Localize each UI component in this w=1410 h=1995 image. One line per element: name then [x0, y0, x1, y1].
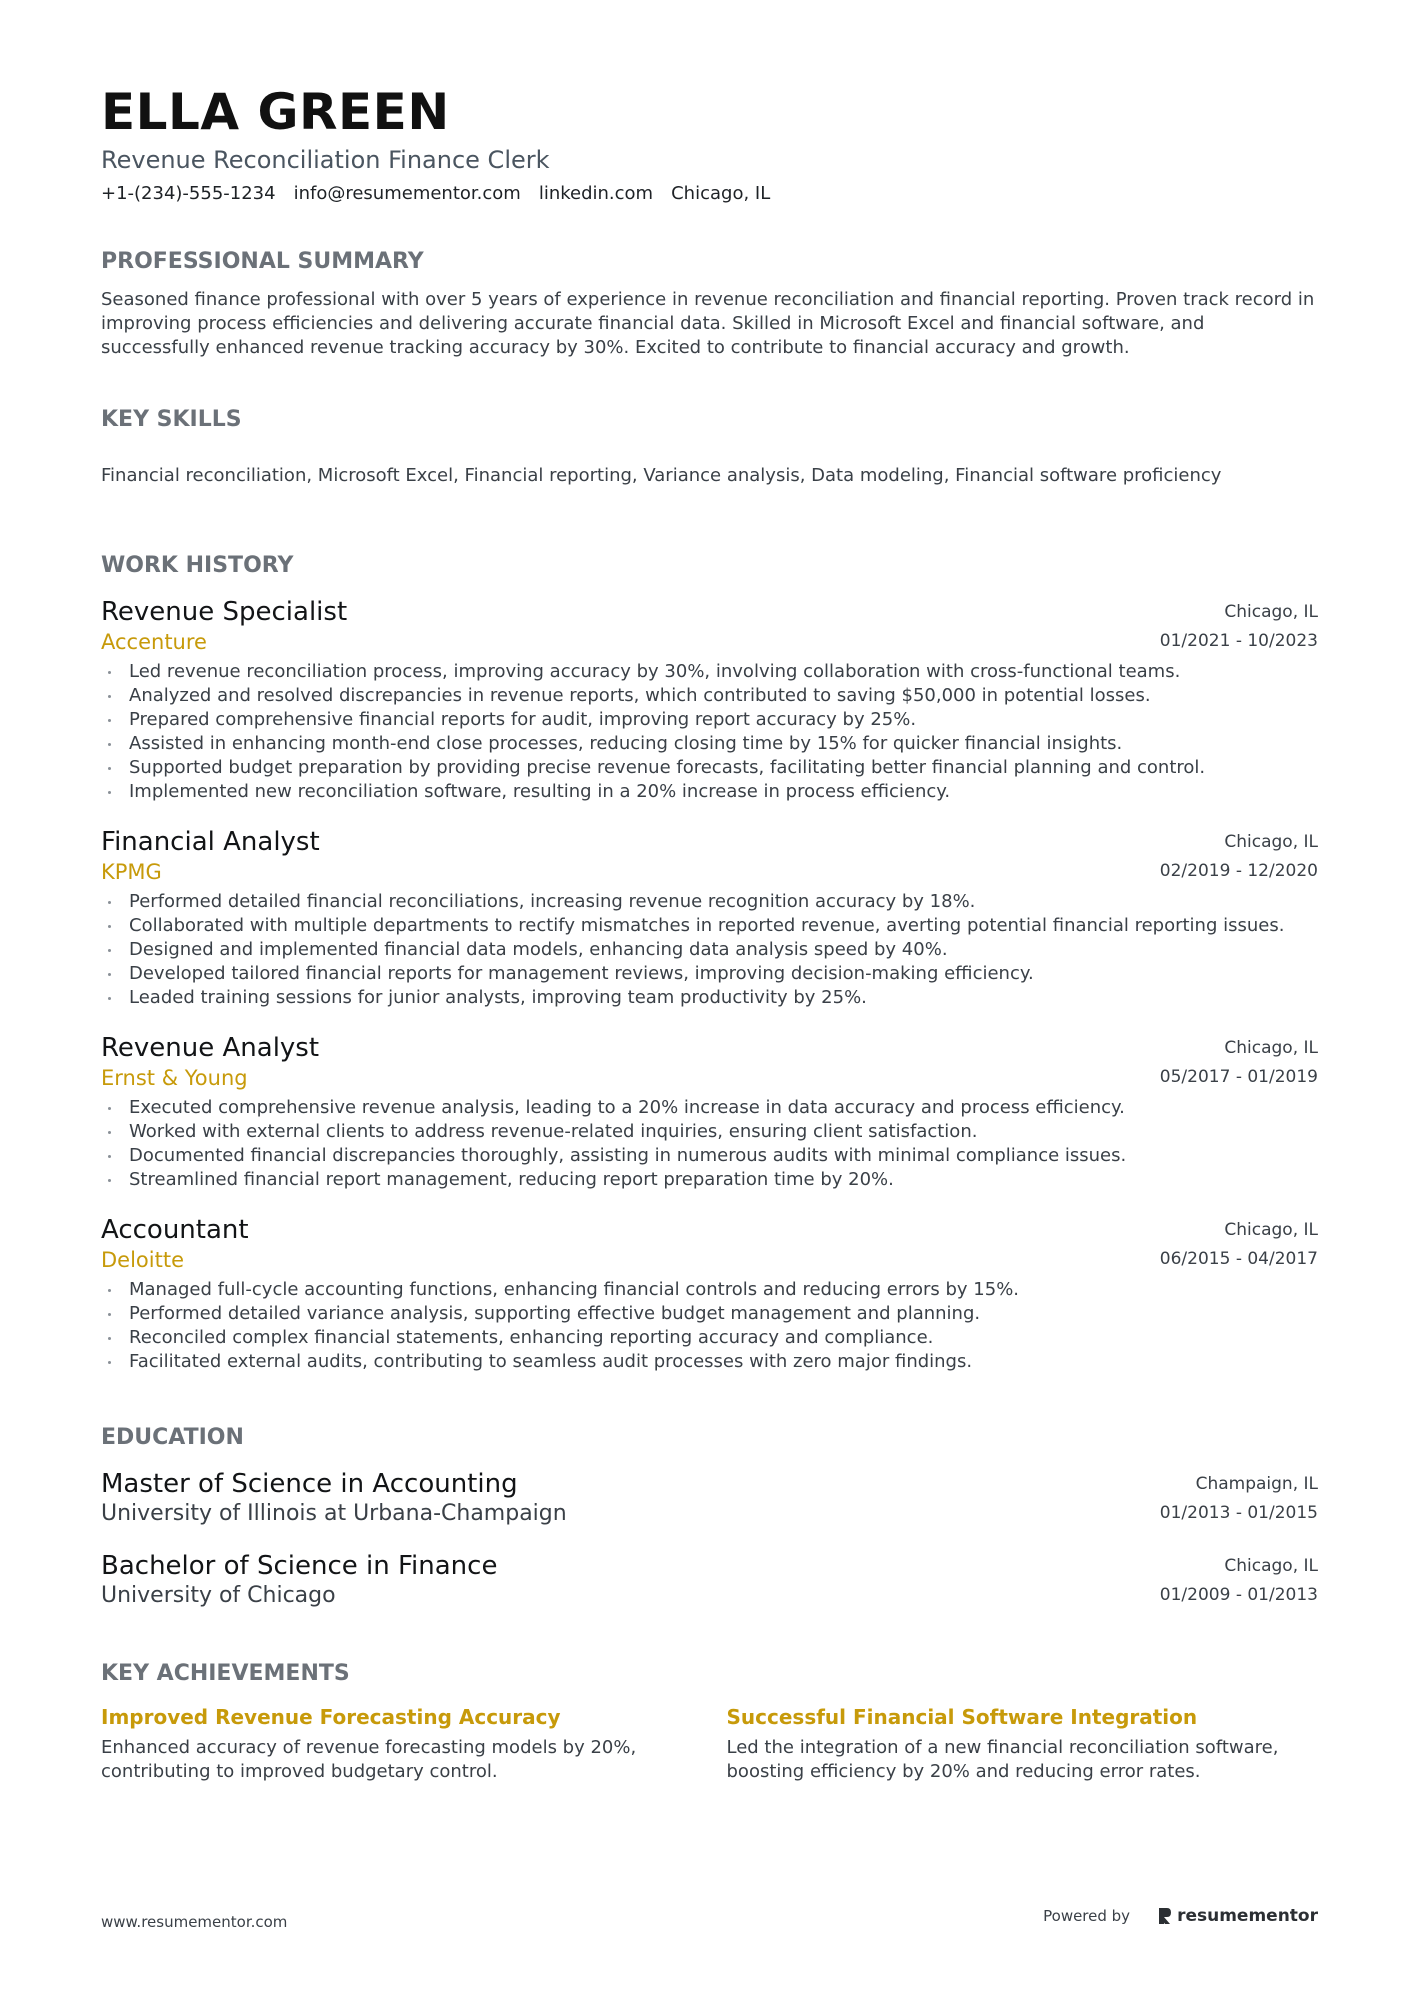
job-company: KPMG	[101, 860, 162, 884]
resume-content	[101, 82, 1318, 1784]
job-bullet: Streamlined financial report management, reducing report preparation time by 20%.	[101, 1168, 1318, 1192]
brand-name: resumementor	[1177, 1906, 1318, 1926]
education-entry	[101, 1468, 1318, 1528]
professional-summary-section	[101, 248, 1318, 360]
section-title: KEY SKILLS	[101, 407, 242, 432]
job-bullet: Worked with external clients to address revenue-related inquiries, ensuring client satisfaction.	[101, 1120, 1318, 1144]
job-title: Revenue Specialist	[101, 597, 348, 627]
job-location: Chicago, IL	[1224, 602, 1318, 622]
job-dates: 01/2021 - 10/2023	[1159, 631, 1318, 651]
job-location: Chicago, IL	[1224, 1038, 1318, 1058]
section-title: WORK HISTORY	[101, 553, 294, 578]
job-bullets	[101, 890, 1318, 1010]
degree-title: Bachelor of Science in Finance	[101, 1551, 498, 1581]
job-bullet: Documented financial discrepancies thoroughly, assisting in numerous audits with minimal compliance issues.	[101, 1144, 1318, 1168]
candidate-name: ELLA GREEN	[101, 83, 450, 141]
job-location: Chicago, IL	[1224, 832, 1318, 852]
contact-line	[101, 182, 1318, 206]
job-bullets	[101, 660, 1318, 804]
job-bullet: Prepared comprehensive financial reports for audit, improving report accuracy by 25%.	[101, 708, 1318, 732]
job-entry	[101, 1032, 1318, 1192]
degree-title: Master of Science in Accounting	[101, 1469, 518, 1499]
contact-linkedin: linkedin.com	[538, 183, 654, 204]
job-dates: 02/2019 - 12/2020	[1159, 861, 1318, 881]
skills-text: Financial reconciliation, Microsoft Excel, Financial reporting, Variance analysis, Data modeling, Financial software proficiency	[101, 465, 1222, 486]
job-bullet: Performed detailed variance analysis, supporting effective budget management and planning.	[101, 1302, 1318, 1326]
job-bullet: Implemented new reconciliation software, resulting in a 20% increase in process efficiency.	[101, 780, 1318, 804]
section-title: KEY ACHIEVEMENTS	[101, 1661, 350, 1686]
job-dates: 06/2015 - 04/2017	[1159, 1249, 1318, 1269]
achievement-text: Enhanced accuracy of revenue forecasting models by 20%, contributing to improved budgetary control.	[101, 1737, 637, 1782]
powered-by-label: Powered by	[1043, 1907, 1131, 1925]
education-entry	[101, 1550, 1318, 1610]
job-bullet: Executed comprehensive revenue analysis, leading to a 20% increase in data accuracy and process efficiency.	[101, 1096, 1318, 1120]
footer-branding	[1043, 1906, 1318, 1926]
brand-logo[interactable]	[1158, 1906, 1318, 1926]
resume-header	[101, 82, 1318, 206]
summary-text: Seasoned finance professional with over 5 years of experience in revenue reconciliation and financial reporting. Proven track record in improving process efficiencies and delivering accurate financial data. Skilled in Microsoft Excel and financial software, and successfully enhanced revenue tracking accuracy by 30%. Excited to contribute to financial accuracy and growth.	[101, 289, 1315, 358]
work-history-section	[101, 552, 1318, 1374]
job-bullets	[101, 1096, 1318, 1192]
job-entry	[101, 596, 1318, 804]
job-title: Revenue Analyst	[101, 1033, 320, 1063]
job-bullet: Developed tailored financial reports for management reviews, improving decision-making efficiency.	[101, 962, 1318, 986]
job-bullet: Assisted in enhancing month-end close processes, reducing closing time by 15% for quicker financial insights.	[101, 732, 1318, 756]
achievement-title: Successful Financial Software Integration	[726, 1705, 1198, 1729]
education-dates: 01/2013 - 01/2015	[1159, 1503, 1318, 1523]
job-bullet: Facilitated external audits, contributing to seamless audit processes with zero major findings.	[101, 1350, 1318, 1374]
job-title: Financial Analyst	[101, 827, 320, 857]
job-bullets	[101, 1278, 1318, 1374]
achievements-grid	[101, 1702, 1318, 1784]
footer-website[interactable]: www.resumementor.com	[101, 1913, 288, 1931]
job-bullet: Designed and implemented financial data models, enhancing data analysis speed by 40%.	[101, 938, 1318, 962]
job-bullet: Collaborated with multiple departments to rectify mismatches in reported revenue, averting potential financial reporting issues.	[101, 914, 1318, 938]
job-bullet: Managed full-cycle accounting functions, enhancing financial controls and reducing errors by 15%.	[101, 1278, 1318, 1302]
job-entry	[101, 826, 1318, 1010]
key-achievements-section	[101, 1660, 1318, 1784]
contact-phone: +1-(234)-555-1234	[101, 183, 276, 204]
contact-location: Chicago, IL	[671, 183, 771, 204]
job-location: Chicago, IL	[1224, 1220, 1318, 1240]
education-section	[101, 1424, 1318, 1610]
school-name: University of Illinois at Urbana-Champaign	[101, 1501, 567, 1526]
achievement-text: Led the integration of a new financial reconciliation software, boosting efficiency by 20% and reducing error rates.	[726, 1737, 1279, 1782]
candidate-role: Revenue Reconciliation Finance Clerk	[101, 146, 550, 174]
job-dates: 05/2017 - 01/2019	[1159, 1067, 1318, 1087]
job-title: Accountant	[101, 1215, 249, 1245]
job-company: Ernst & Young	[101, 1066, 248, 1090]
resumementor-logo-icon	[1158, 1907, 1172, 1925]
school-name: University of Chicago	[101, 1583, 336, 1608]
job-bullet: Analyzed and resolved discrepancies in revenue reports, which contributed to saving $50,000 in potential losses.	[101, 684, 1318, 708]
section-title: EDUCATION	[101, 1425, 244, 1450]
job-bullet: Reconciled complex financial statements, enhancing reporting accuracy and compliance.	[101, 1326, 1318, 1350]
job-bullet: Performed detailed financial reconciliations, increasing revenue recognition accuracy by 18%.	[101, 890, 1318, 914]
job-bullet: Led revenue reconciliation process, improving accuracy by 30%, involving collaboration with cross-functional teams.	[101, 660, 1318, 684]
school-location: Chicago, IL	[1224, 1556, 1318, 1576]
achievement-item	[727, 1702, 1319, 1784]
job-entry	[101, 1214, 1318, 1374]
job-company: Deloitte	[101, 1248, 184, 1272]
job-company: Accenture	[101, 630, 207, 654]
school-location: Champaign, IL	[1195, 1474, 1318, 1494]
contact-email: info@resumementor.com	[293, 183, 521, 204]
job-bullet: Leaded training sessions for junior analysts, improving team productivity by 25%.	[101, 986, 1318, 1010]
education-dates: 01/2009 - 01/2013	[1159, 1585, 1318, 1605]
achievement-item	[101, 1702, 693, 1784]
section-title: PROFESSIONAL SUMMARY	[101, 249, 424, 274]
key-skills-section	[101, 406, 1318, 488]
job-bullet: Supported budget preparation by providing precise revenue forecasts, facilitating better financial planning and control.	[101, 756, 1318, 780]
achievement-title: Improved Revenue Forecasting Accuracy	[101, 1705, 561, 1729]
